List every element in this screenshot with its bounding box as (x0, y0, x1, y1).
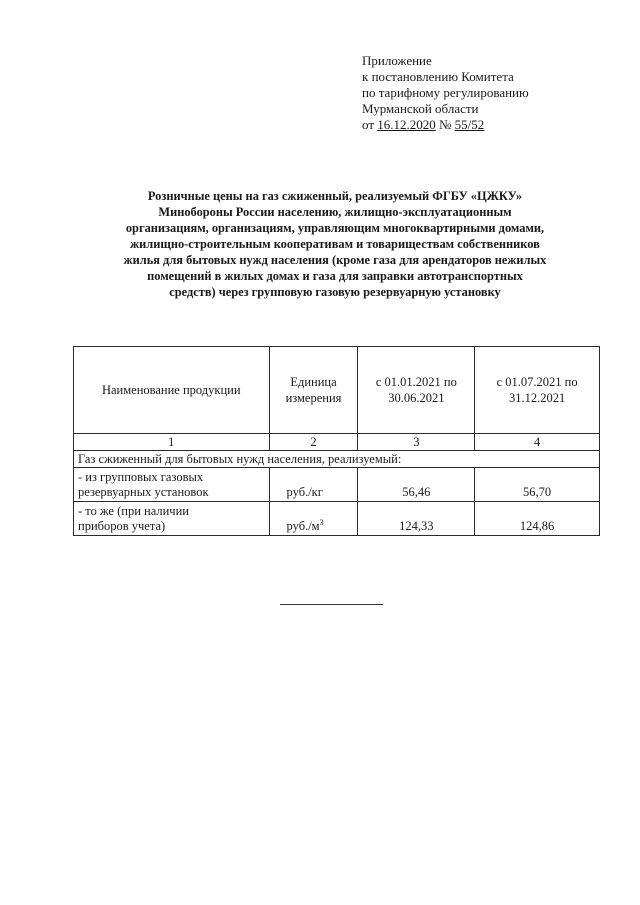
column-number: 3 (358, 434, 475, 451)
table-header-row (74, 347, 600, 434)
title-line: Розничные цены на газ сжиженный, реализуемый ФГБУ «ЦЖКУ» (147, 189, 523, 203)
title-line: средств) через групповую газовую резервуарную установку (169, 285, 501, 299)
closing-rule (280, 604, 383, 605)
appendix-date-prefix: от (362, 117, 378, 132)
group-label: Газ сжиженный для бытовых нужд населения, реализуемый: (74, 451, 600, 468)
title-line: жилищно-строительным кооперативам и товариществам собственников (130, 237, 540, 251)
appendix-line: Приложение (362, 53, 432, 68)
header-period-2: с 01.07.2021 по 31.12.2021 (475, 347, 600, 434)
price-table (73, 346, 600, 536)
appendix-number: 55/52 (454, 117, 485, 132)
row-price-period-1: 56,46 (358, 468, 475, 502)
row-price-period-2: 124,86 (475, 502, 600, 536)
column-number: 4 (475, 434, 600, 451)
table-row (74, 502, 600, 536)
table-row (74, 468, 600, 502)
title-line: Минобороны России населению, жилищно-эксплуатационным (158, 205, 512, 219)
row-unit: руб./кг (269, 468, 358, 502)
row-name: - из групповых газовых резервуарных установок (74, 468, 270, 502)
appendix-date: 16.12.2020 (377, 117, 436, 132)
row-price-period-2: 56,70 (475, 468, 600, 502)
document-title (70, 188, 600, 300)
title-line: организациям, организациям, управляющим многоквартирными домами, (125, 221, 545, 235)
header-unit: Единица измерения (269, 347, 358, 434)
row-price-period-1: 124,33 (358, 502, 475, 536)
title-line: помещений в жилых домах и газа для заправки автотранспортных (147, 269, 523, 283)
appendix-line: Мурманской области (362, 101, 479, 116)
appendix-line: по тарифному регулированию (362, 85, 529, 100)
row-unit: $руб./м^3$ (269, 502, 358, 536)
appendix-number-sign: № (435, 117, 455, 132)
row-name: - то же (при наличии приборов учета) (74, 502, 270, 536)
header-period-1: с 01.01.2021 по 30.06.2021 (358, 347, 475, 434)
column-number-row (74, 434, 600, 451)
header-product: Наименование продукции (74, 347, 270, 434)
title-line: жилья для бытовых нужд населения (кроме газа для арендаторов нежилых (123, 253, 547, 267)
appendix-date-line (362, 117, 529, 133)
appendix-line: к постановлению Комитета (362, 69, 514, 84)
appendix-block (362, 53, 529, 133)
column-number: 2 (269, 434, 358, 451)
group-row (74, 451, 600, 468)
column-number: 1 (74, 434, 270, 451)
